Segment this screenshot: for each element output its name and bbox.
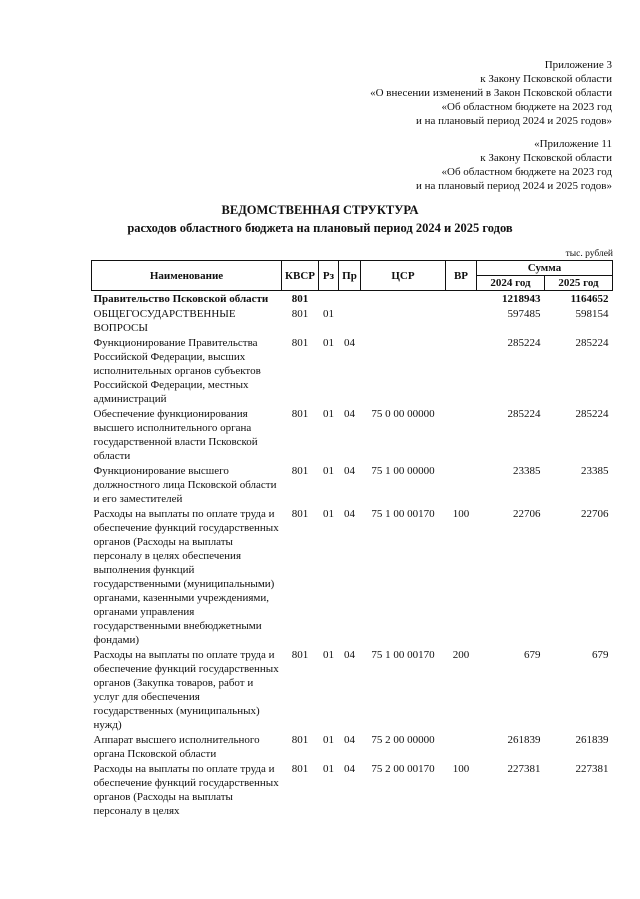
cell-vr: 100 (452, 508, 470, 520)
cell-csr: 75 2 00 00000 (371, 734, 435, 746)
cell-rz: 01 (323, 649, 334, 661)
header-sum: Сумма (477, 261, 613, 276)
cell-rz: 01 (323, 508, 334, 520)
cell-csr: 75 1 00 00170 (371, 649, 435, 661)
cell-2025: 22706 (581, 508, 609, 520)
cell-2024: 597485 (507, 308, 541, 320)
cell-2025: 227381 (575, 763, 609, 775)
cell-vr: 200 (452, 649, 470, 661)
cell-csr: 75 2 00 00170 (371, 763, 435, 775)
cell-2024: 227381 (507, 763, 541, 775)
units-label: тыс. рублей (565, 249, 613, 259)
table-row (92, 732, 613, 761)
appendix-3-line: «Об областном бюджете на 2023 год (441, 101, 612, 113)
header-csr: ЦСР (361, 261, 446, 291)
cell-pr: 04 (344, 465, 355, 477)
cell-csr: 75 1 00 00000 (371, 465, 435, 477)
cell-vr: 100 (452, 763, 470, 775)
table-row (92, 761, 613, 818)
cell-2024: 1218943 (502, 293, 541, 305)
cell-rz: 01 (323, 408, 334, 420)
cell-vr (446, 406, 477, 463)
cell-rz: 01 (323, 308, 334, 320)
appendix-11-line: «Приложение 11 (534, 138, 612, 150)
cell-kvsr: 801 (291, 649, 309, 661)
cell-kvsr: 801 (291, 734, 309, 746)
table-row (92, 463, 613, 506)
cell-rz: 01 (323, 734, 334, 746)
budget-table (91, 260, 613, 818)
cell-2025: 679 (592, 649, 609, 661)
appendix-11-header (416, 137, 612, 193)
cell-name: Функционирование Правительства Российской Федерации, высших исполнительных органов субъектов Российской Федерации, местных администраций (93, 337, 261, 405)
header-rz: Рз (319, 261, 339, 291)
header-2024: 2024 год (477, 276, 545, 291)
cell-vr (446, 732, 477, 761)
cell-kvsr: 801 (291, 408, 309, 420)
cell-pr: 04 (344, 734, 355, 746)
cell-name: Правительство Псковской области (93, 293, 269, 305)
appendix-3-line: Приложение 3 (544, 59, 612, 71)
cell-kvsr: 801 (291, 308, 309, 320)
cell-2024: 22706 (513, 508, 541, 520)
cell-name: Обеспечение функционирования высшего исполнительного органа государственной власти Псковской области (93, 408, 258, 462)
cell-pr (339, 306, 361, 335)
cell-name: Аппарат высшего исполнительного органа Псковской области (93, 734, 260, 760)
header-vr: ВР (446, 261, 477, 291)
cell-2024: 285224 (507, 408, 541, 420)
cell-vr (446, 291, 477, 307)
cell-pr (339, 291, 361, 307)
appendix-3-line: к Закону Псковской области (480, 73, 612, 85)
table-body (92, 291, 613, 819)
table-row (92, 406, 613, 463)
cell-csr: 75 1 00 00170 (371, 508, 435, 520)
cell-2024: 23385 (513, 465, 541, 477)
appendix-3-header (370, 58, 612, 128)
cell-2024: 679 (524, 649, 541, 661)
cell-name: Функционирование высшего должностного лица Псковской области и его заместителей (93, 465, 277, 505)
cell-name: Расходы на выплаты по оплате труда и обеспечение функций государственных органов (Расходы на выплаты персоналу в целях (93, 763, 279, 817)
cell-pr: 04 (344, 649, 355, 661)
cell-vr (446, 306, 477, 335)
cell-kvsr: 801 (291, 337, 309, 349)
cell-2024: 285224 (507, 337, 541, 349)
cell-rz: 01 (323, 465, 334, 477)
cell-vr (446, 463, 477, 506)
cell-csr: 75 0 00 00000 (371, 408, 435, 420)
document-title: ВЕДОМСТВЕННАЯ СТРУКТУРА (221, 203, 419, 217)
cell-2025: 285224 (575, 408, 609, 420)
cell-name: ОБЩЕГОСУДАРСТВЕННЫЕ ВОПРОСЫ (93, 308, 236, 334)
cell-2025: 23385 (581, 465, 609, 477)
cell-vr (446, 335, 477, 406)
appendix-3-line: «О внесении изменений в Закон Псковской области (370, 87, 612, 99)
cell-kvsr: 801 (291, 763, 309, 775)
header-2025: 2025 год (545, 276, 613, 291)
cell-pr: 04 (344, 508, 355, 520)
table-row (92, 647, 613, 732)
cell-kvsr: 801 (291, 293, 309, 305)
cell-pr: 04 (344, 337, 355, 349)
cell-csr (361, 291, 446, 307)
cell-pr: 04 (344, 763, 355, 775)
appendix-11-line: к Закону Псковской области (480, 152, 612, 164)
cell-2025: 598154 (575, 308, 609, 320)
cell-2024: 261839 (507, 734, 541, 746)
table-row (92, 291, 613, 307)
header-kvsr: КВСР (282, 261, 319, 291)
cell-2025: 1164652 (570, 293, 609, 305)
cell-2025: 285224 (575, 337, 609, 349)
cell-name: Расходы на выплаты по оплате труда и обеспечение функций государственных органов (Расходы на выплаты персоналу в целях обеспечения выполнения функций государственными (муниципальными) органами, казенными учреждениями, органами управления государственными внебюджетными фондами) (93, 508, 279, 646)
cell-rz: 01 (323, 763, 334, 775)
cell-rz (319, 291, 339, 307)
cell-2025: 261839 (575, 734, 609, 746)
header-pr: Пр (339, 261, 361, 291)
document-subtitle: расходов областного бюджета на плановый период 2024 и 2025 годов (127, 221, 513, 235)
table-row (92, 506, 613, 647)
appendix-11-line: «Об областном бюджете на 2023 год (441, 166, 612, 178)
header-name: Наименование (92, 261, 282, 291)
cell-csr (361, 335, 446, 406)
cell-kvsr: 801 (291, 508, 309, 520)
cell-rz: 01 (323, 337, 334, 349)
cell-pr: 04 (344, 408, 355, 420)
cell-name: Расходы на выплаты по оплате труда и обеспечение функций государственных органов (Закупка товаров, работ и услуг для обеспечения государственных (муниципальных) нужд) (93, 649, 279, 731)
cell-csr (361, 306, 446, 335)
appendix-3-line: и на плановый период 2024 и 2025 годов» (415, 115, 612, 127)
appendix-11-line: и на плановый период 2024 и 2025 годов» (415, 180, 612, 192)
table-row (92, 306, 613, 335)
cell-kvsr: 801 (291, 465, 309, 477)
table-row (92, 335, 613, 406)
